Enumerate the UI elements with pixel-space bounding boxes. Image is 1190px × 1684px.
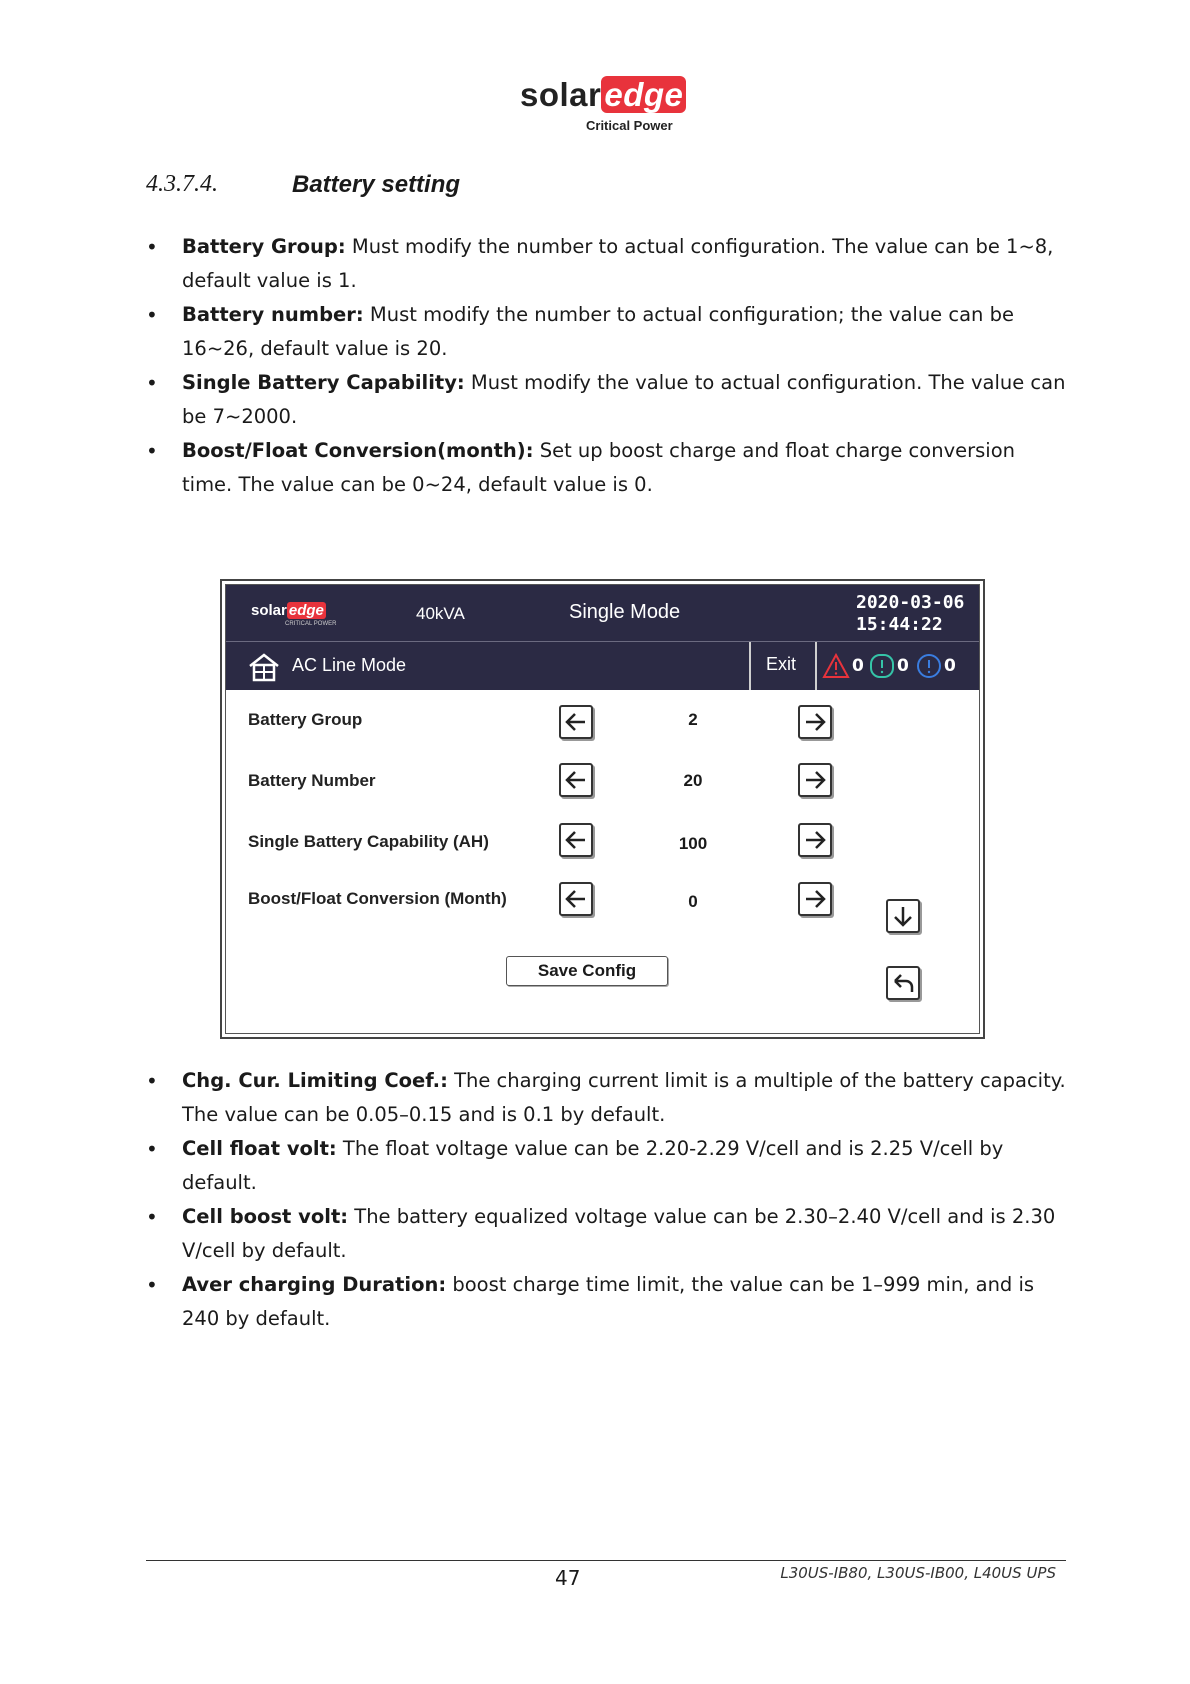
warning-triangle-icon [822,653,850,679]
arrow-left-icon [564,887,588,911]
solaredge-logo [520,76,690,133]
screen-frame [225,584,980,1034]
section-title: Battery setting [292,171,461,198]
logo-word-solar: solar [520,76,602,113]
screen-status-bar [226,585,979,641]
battery-group-increase-button[interactable] [798,705,832,739]
arrow-down-icon [891,904,915,928]
list-item [146,366,1066,434]
warning-count: 0 [852,656,864,676]
list-item-text: Must modify the value to actual configuration. The value can be 7~2000. [182,371,1066,428]
arrow-right-icon [803,828,827,852]
list-item-text: Must modify the number to actual configuration; the value can be 16~26, default value is 20. [182,303,1014,360]
warning-alarm[interactable] [822,652,864,680]
list-item-term: Aver charging Duration: [182,1273,447,1296]
bullet-list-top [146,230,1066,502]
list-item-term: Boost/Float Conversion(month): [182,439,534,462]
list-item-text: The float voltage value can be 2.20-2.29 V/cell and is 2.25 V/cell by default. [182,1137,1004,1194]
list-item-term: Cell boost volt: [182,1205,349,1228]
boost-float-conversion-decrease-button[interactable] [559,882,593,916]
screen-logo-word-edge: edge [288,602,324,619]
list-item [146,1132,1066,1200]
battery-number-increase-button[interactable] [798,763,832,797]
divider [749,642,751,690]
screen-logo-tagline: CRITICAL POWER [285,621,337,627]
battery-number-decrease-button[interactable] [559,763,593,797]
document-id: L30US-IB80, L30US-IB00, L40US UPS [780,1564,1056,1582]
arrow-right-icon [803,887,827,911]
list-item [146,298,1066,366]
list-item-term: Cell float volt: [182,1137,337,1160]
home-icon[interactable] [248,652,280,682]
list-item-term: Chg. Cur. Limiting Coef.: [182,1069,448,1092]
list-item-text: The charging current limit is a multiple of the battery capacity. The value can be 0.05–0.15 and is 0.1 by default. [182,1069,1066,1126]
arrow-left-icon [564,828,588,852]
exit-button[interactable]: Exit [766,654,797,674]
datetime [856,592,964,636]
boost-float-conversion-value: 0 [688,892,698,911]
screen-logo [251,602,337,627]
boost-float-conversion-label: Boost/Float Conversion (Month) [248,889,507,908]
time: 15:44:22 [856,614,943,635]
power-rating: 40kVA [416,604,465,623]
page-number: 47 [555,1566,581,1590]
info-green-count: 0 [897,656,909,676]
arrow-right-icon [803,710,827,734]
list-item-term: Battery Group: [182,235,346,258]
divider [815,642,817,690]
battery-number-label: Battery Number [248,771,376,790]
battery-number-value: 20 [683,771,703,790]
arrow-left-icon [564,710,588,734]
operating-mode: Single Mode [569,601,681,623]
arrow-left-icon [564,768,588,792]
list-item-term: Battery number: [182,303,364,326]
bullet-list-bottom [146,1064,1066,1336]
list-item-text: Set up boost charge and float charge conversion time. The value can be 0~24, default value is 0. [182,439,1015,496]
battery-group-value: 2 [688,710,698,729]
single-battery-capability-increase-button[interactable] [798,823,832,857]
list-item [146,1064,1066,1132]
boost-float-conversion-increase-button[interactable] [798,882,832,916]
battery-group-decrease-button[interactable] [559,705,593,739]
list-item [146,1200,1066,1268]
section-heading [146,171,1046,207]
list-item-text: boost charge time limit, the value can be 1–999 min, and is 240 by default. [182,1273,1035,1330]
screen-nav-bar [226,641,979,690]
battery-setting-screen [220,579,985,1039]
return-arrow-icon [891,971,915,995]
list-item-text: Must modify the number to actual configuration. The value can be 1~8, default value is 1. [182,235,1054,292]
list-item [146,1268,1066,1336]
line-mode-label: AC Line Mode [292,655,407,675]
screen-logo-word-solar: solar [251,602,287,619]
list-item [146,230,1066,298]
single-battery-capability-label: Single Battery Capability (AH) [248,832,489,851]
logo-tagline: Critical Power [586,118,673,133]
footer-divider [146,1560,1066,1561]
info-circle-blue-icon [916,653,942,679]
list-item-text: The battery equalized voltage value can be 2.30–2.40 V/cell and is 2.30 V/cell by default. [182,1205,1056,1262]
info-alarm-blue[interactable] [916,652,956,680]
battery-group-label: Battery Group [248,710,363,729]
info-alarm-green[interactable] [869,652,909,680]
arrow-right-icon [803,768,827,792]
info-blue-count: 0 [944,656,956,676]
scroll-down-button[interactable] [886,899,920,933]
save-config-button[interactable]: Save Config [506,956,668,986]
section-number: 4.3.7.4. [146,171,218,197]
info-circle-green-icon [869,653,895,679]
single-battery-capability-decrease-button[interactable] [559,823,593,857]
list-item-term: Single Battery Capability: [182,371,465,394]
logo-word-edge: edge [601,76,686,113]
single-battery-capability-value: 100 [678,834,708,853]
date: 2020-03-06 [856,592,965,613]
list-item [146,434,1066,502]
back-button[interactable] [886,966,920,1000]
